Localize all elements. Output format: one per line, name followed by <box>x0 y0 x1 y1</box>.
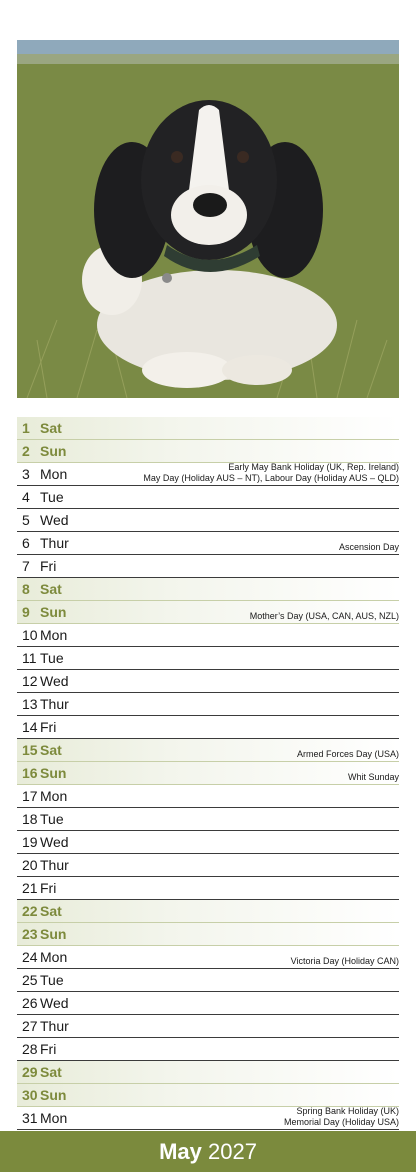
day-row <box>17 1107 399 1130</box>
day-of-week: Sat <box>40 420 62 436</box>
day-row <box>17 578 399 601</box>
day-of-week: Sun <box>40 765 67 781</box>
day-list <box>17 417 399 1130</box>
day-row <box>17 854 399 877</box>
day-of-week: Mon <box>40 1110 68 1126</box>
holiday-line: Early May Bank Holiday (UK, Rep. Ireland) <box>228 462 399 472</box>
holiday-note <box>284 1106 399 1127</box>
day-row <box>17 440 399 463</box>
month-footer <box>0 1131 416 1172</box>
day-of-week: Tue <box>40 811 64 827</box>
day-number: 7 <box>22 558 30 574</box>
day-number: 29 <box>22 1064 38 1080</box>
day-row <box>17 601 399 624</box>
day-row <box>17 969 399 992</box>
day-row <box>17 486 399 509</box>
day-row <box>17 877 399 900</box>
day-of-week: Fri <box>40 880 57 896</box>
day-of-week: Sat <box>40 1064 62 1080</box>
day-of-week: Tue <box>40 650 64 666</box>
holiday-note <box>348 772 399 783</box>
day-number: 14 <box>22 719 38 735</box>
day-of-week: Sat <box>40 742 62 758</box>
day-of-week: Fri <box>40 719 57 735</box>
day-number: 25 <box>22 972 38 988</box>
day-row <box>17 509 399 532</box>
month-label: May <box>159 1139 202 1164</box>
day-of-week: Sat <box>40 581 62 597</box>
day-row <box>17 670 399 693</box>
day-of-week: Mon <box>40 466 68 482</box>
day-of-week: Tue <box>40 489 64 505</box>
day-row <box>17 762 399 785</box>
year-label: 2027 <box>207 1139 257 1164</box>
day-row <box>17 946 399 969</box>
holiday-note <box>291 956 399 967</box>
day-row <box>17 808 399 831</box>
day-number: 3 <box>22 466 30 482</box>
day-number: 23 <box>22 926 38 942</box>
day-number: 31 <box>22 1110 38 1126</box>
holiday-line: May Day (Holiday AUS – NT), Labour Day (Holiday AUS – QLD) <box>143 472 399 483</box>
day-row <box>17 463 399 486</box>
day-of-week: Mon <box>40 627 68 643</box>
day-of-week: Sat <box>40 903 62 919</box>
day-row <box>17 785 399 808</box>
day-row <box>17 1015 399 1038</box>
day-of-week: Thur <box>40 696 69 712</box>
day-of-week: Thur <box>40 857 69 873</box>
day-of-week: Sun <box>40 443 67 459</box>
day-number: 2 <box>22 443 30 459</box>
day-of-week: Sun <box>40 926 67 942</box>
day-row <box>17 716 399 739</box>
day-row <box>17 900 399 923</box>
day-of-week: Wed <box>40 995 69 1011</box>
day-of-week: Sun <box>40 604 67 620</box>
day-of-week: Fri <box>40 1041 57 1057</box>
day-number: 22 <box>22 903 38 919</box>
holiday-note <box>297 749 399 760</box>
day-row <box>17 992 399 1015</box>
holiday-note <box>250 611 399 622</box>
day-row <box>17 417 399 440</box>
day-of-week: Thur <box>40 535 69 551</box>
day-number: 1 <box>22 420 30 436</box>
holiday-note <box>143 462 399 483</box>
day-of-week: Wed <box>40 673 69 689</box>
day-row <box>17 1038 399 1061</box>
day-of-week: Mon <box>40 788 68 804</box>
day-row <box>17 693 399 716</box>
day-number: 21 <box>22 880 38 896</box>
day-of-week: Wed <box>40 834 69 850</box>
day-number: 18 <box>22 811 38 827</box>
day-row <box>17 923 399 946</box>
day-number: 12 <box>22 673 38 689</box>
day-number: 4 <box>22 489 30 505</box>
day-row <box>17 532 399 555</box>
spaniel-illustration <box>17 40 399 398</box>
day-row <box>17 555 399 578</box>
day-number: 28 <box>22 1041 38 1057</box>
day-of-week: Thur <box>40 1018 69 1034</box>
day-of-week: Fri <box>40 558 57 574</box>
day-row <box>17 1061 399 1084</box>
holiday-line: Memorial Day (Holiday USA) <box>283 1116 399 1127</box>
day-of-week: Tue <box>40 972 64 988</box>
holiday-line: Spring Bank Holiday (UK) <box>296 1106 399 1116</box>
day-number: 10 <box>22 627 38 643</box>
day-row <box>17 624 399 647</box>
day-number: 16 <box>22 765 38 781</box>
day-of-week: Sun <box>40 1087 67 1103</box>
holiday-note <box>339 542 399 553</box>
day-row <box>17 1084 399 1107</box>
day-number: 13 <box>22 696 38 712</box>
day-number: 24 <box>22 949 38 965</box>
day-number: 9 <box>22 604 30 620</box>
day-number: 5 <box>22 512 30 528</box>
day-number: 15 <box>22 742 38 758</box>
day-number: 27 <box>22 1018 38 1034</box>
day-number: 26 <box>22 995 38 1011</box>
day-number: 11 <box>22 650 37 666</box>
day-number: 20 <box>22 857 38 873</box>
day-row <box>17 739 399 762</box>
day-of-week: Mon <box>40 949 68 965</box>
day-number: 19 <box>22 834 38 850</box>
holiday-line: Ascension Day <box>338 541 399 552</box>
day-number: 8 <box>22 581 30 597</box>
day-number: 17 <box>22 788 38 804</box>
day-of-week: Wed <box>40 512 69 528</box>
day-row <box>17 647 399 670</box>
day-number: 6 <box>22 535 30 551</box>
day-number: 30 <box>22 1087 38 1103</box>
holiday-line: Armed Forces Day (USA) <box>296 748 399 759</box>
dog-photo <box>17 40 399 398</box>
holiday-line: Whit Sunday <box>347 771 399 782</box>
holiday-line: Mother’s Day (USA, CAN, AUS, NZL) <box>249 610 399 621</box>
day-row <box>17 831 399 854</box>
holiday-line: Victoria Day (Holiday CAN) <box>290 955 399 966</box>
